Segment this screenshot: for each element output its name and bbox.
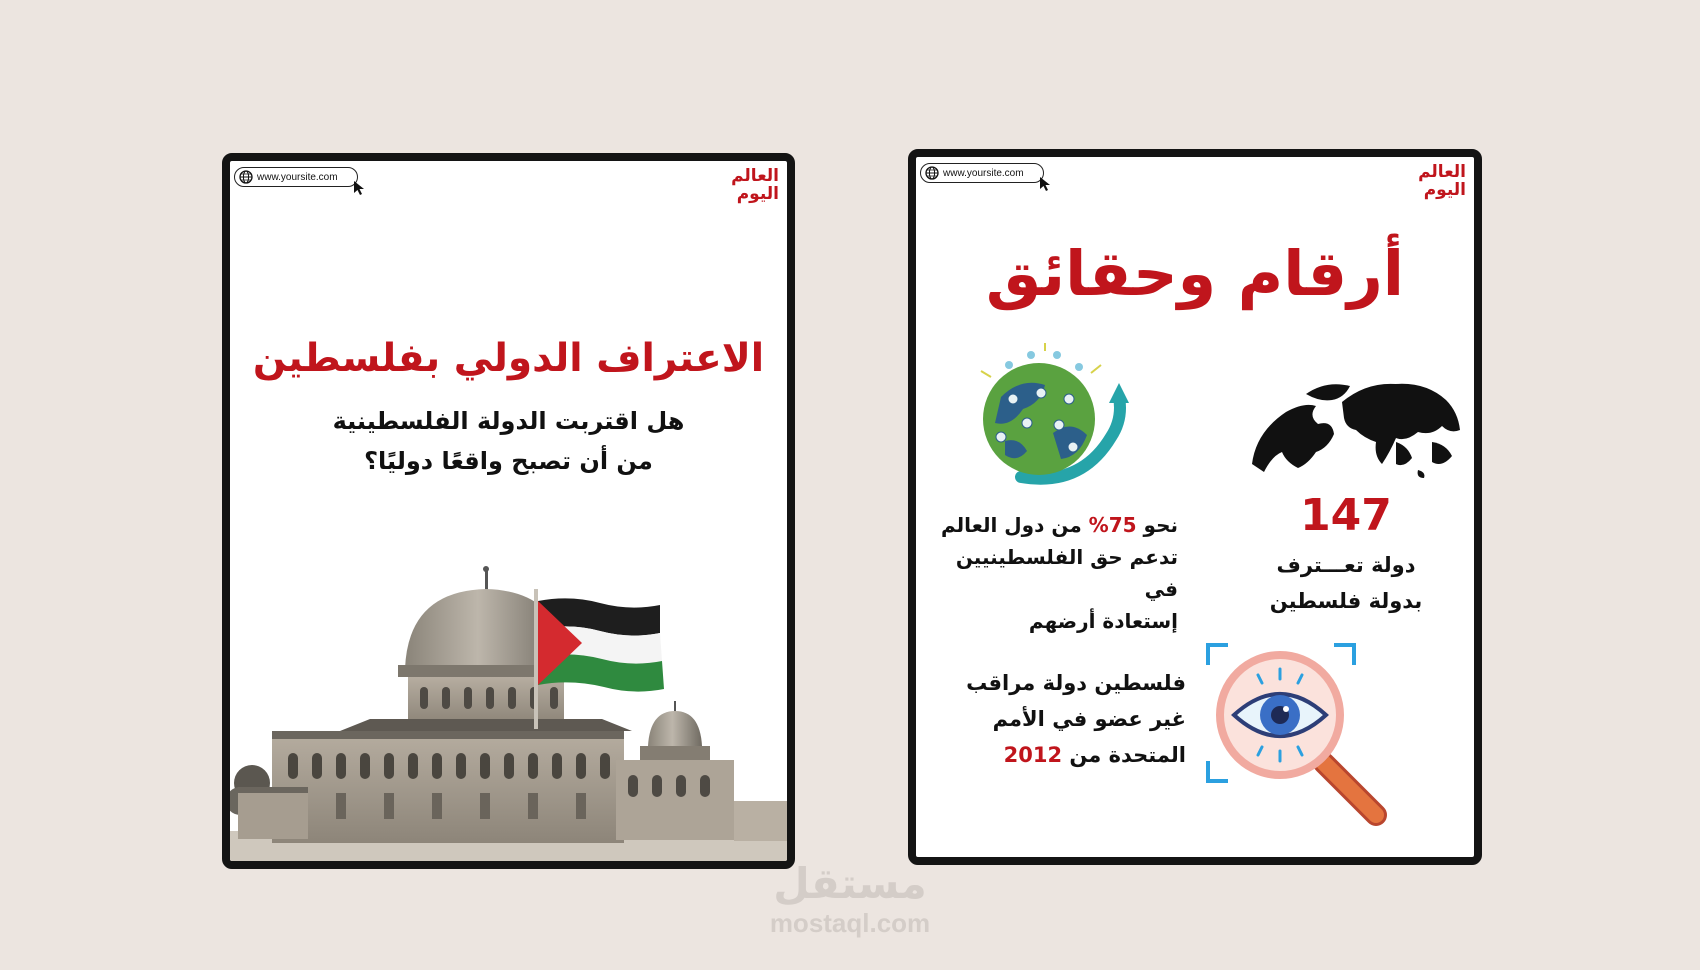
url-text: www.yoursite.com	[257, 171, 338, 183]
globe-icon	[239, 170, 253, 184]
stat-observer-line-2: غير عضو في الأمم	[992, 707, 1186, 731]
brand-logo	[731, 167, 779, 203]
brand-line-1: العالم	[1418, 162, 1466, 182]
brand-line-1: العالم	[731, 166, 779, 186]
page-title: أرقام وحقائق	[985, 237, 1405, 310]
stat-countries-line-1: دولة تعـــترف	[1276, 553, 1416, 577]
stat-countries-line-2: بدولة فلسطين	[1269, 589, 1423, 613]
watermark	[700, 860, 1000, 938]
subtitle-line-1: هل اقتربت الدولة الفلسطينية	[332, 407, 685, 435]
stat-observer-prefix: المتحدة من	[1062, 743, 1186, 767]
watermark-latin: mostaql.com	[769, 908, 931, 938]
brand-line-2: اليوم	[1423, 180, 1466, 200]
stat-support-prefix: نحو	[1136, 513, 1178, 537]
card-international-recognition	[222, 153, 795, 869]
url-text: www.yoursite.com	[943, 167, 1024, 179]
stat-observer-line-3	[916, 737, 1186, 773]
stat-observer-text	[916, 665, 1186, 773]
palestine-flag	[538, 598, 664, 691]
eye-magnifier-icon	[1206, 643, 1396, 833]
stat-countries-text	[1216, 547, 1476, 619]
stat-support-suffix: من دول العالم	[940, 513, 1089, 537]
stat-observer-year: 2012	[1003, 743, 1063, 767]
eco-globe-icon	[961, 337, 1131, 492]
url-bar[interactable]	[234, 167, 358, 187]
url-bar[interactable]	[920, 163, 1044, 183]
dome-of-the-rock-illustration	[230, 561, 787, 861]
stat-support-percent: 75%	[1088, 513, 1137, 537]
cursor-icon	[353, 180, 367, 196]
card-numbers-facts	[908, 149, 1482, 865]
stat-support-line-2: تدعم حق الفلسطينيين في	[955, 545, 1178, 601]
subtitle-line-2: من أن تصبح واقعًا دوليًا؟	[364, 447, 653, 475]
watermark-arabic: مستقل	[773, 859, 927, 908]
globe-icon	[925, 166, 939, 180]
cursor-icon	[1039, 176, 1053, 192]
stat-support-line-3: إستعادة أرضهم	[1028, 609, 1178, 633]
page-title: الاعتراف الدولي بفلسطين	[252, 336, 765, 381]
stat-support-text	[916, 509, 1178, 637]
brand-logo	[1418, 163, 1466, 199]
world-map-icon	[1246, 372, 1466, 482]
stat-countries-number: 147	[1300, 490, 1392, 541]
stat-support-line-1	[916, 509, 1178, 541]
brand-line-2: اليوم	[736, 184, 779, 204]
page-subtitle	[230, 401, 787, 481]
stat-observer-line-1: فلسطين دولة مراقب	[966, 671, 1186, 695]
